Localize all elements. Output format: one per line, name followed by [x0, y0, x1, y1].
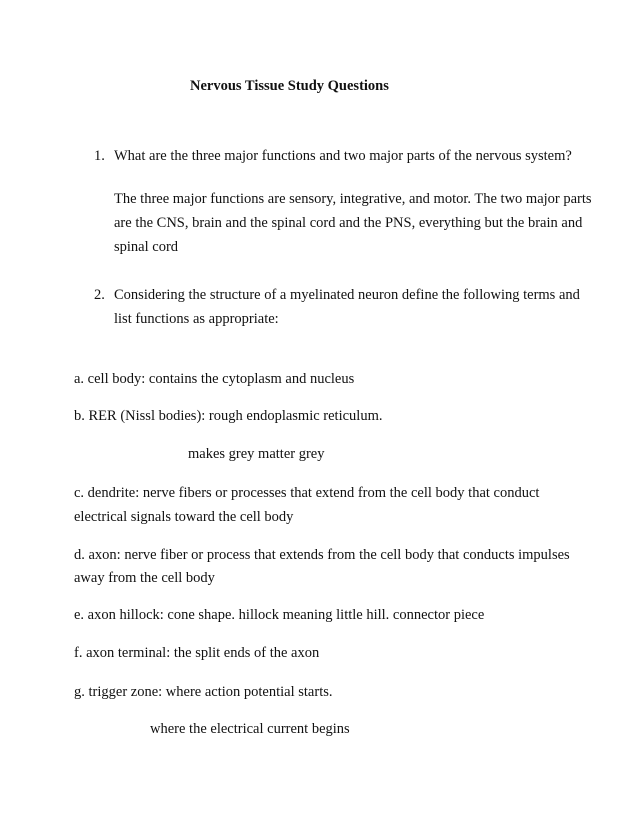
term-rer-note: makes grey matter grey: [188, 446, 325, 462]
term-axon-line: away from the cell body: [74, 570, 215, 586]
question-1-number: 1.: [94, 148, 105, 164]
question-1-answer-line: are the CNS, brain and the spinal cord and the PNS, everything but the brain and: [114, 215, 583, 231]
question-2-number: 2.: [94, 287, 105, 303]
document-title: Nervous Tissue Study Questions: [190, 78, 389, 94]
question-1-answer-line: The three major functions are sensory, integrative, and motor. The two major parts: [114, 191, 592, 207]
term-cell-body: a. cell body: contains the cytoplasm and nucleus: [74, 371, 355, 387]
question-2-prompt-line: list functions as appropriate:: [114, 311, 279, 327]
term-dendrite-line: c. dendrite: nerve fibers or processes that extend from the cell body that conduct: [74, 485, 540, 501]
question-1-prompt: What are the three major functions and two major parts of the nervous system?: [114, 148, 572, 164]
question-1-answer-line: spinal cord: [114, 239, 179, 255]
question-2-prompt-line: Considering the structure of a myelinated neuron define the following terms and: [114, 287, 580, 303]
term-dendrite-line: electrical signals toward the cell body: [74, 509, 294, 525]
term-rer: b. RER (Nissl bodies): rough endoplasmic reticulum.: [74, 408, 383, 424]
term-axon-hillock: e. axon hillock: cone shape. hillock meaning little hill. connector piece: [74, 607, 485, 623]
term-axon-line: d. axon: nerve fiber or process that extends from the cell body that conducts impulses: [74, 547, 570, 563]
term-trigger-zone: g. trigger zone: where action potential starts.: [74, 684, 333, 700]
term-axon-terminal: f. axon terminal: the split ends of the axon: [74, 645, 320, 661]
term-trigger-zone-note: where the electrical current begins: [150, 721, 350, 737]
